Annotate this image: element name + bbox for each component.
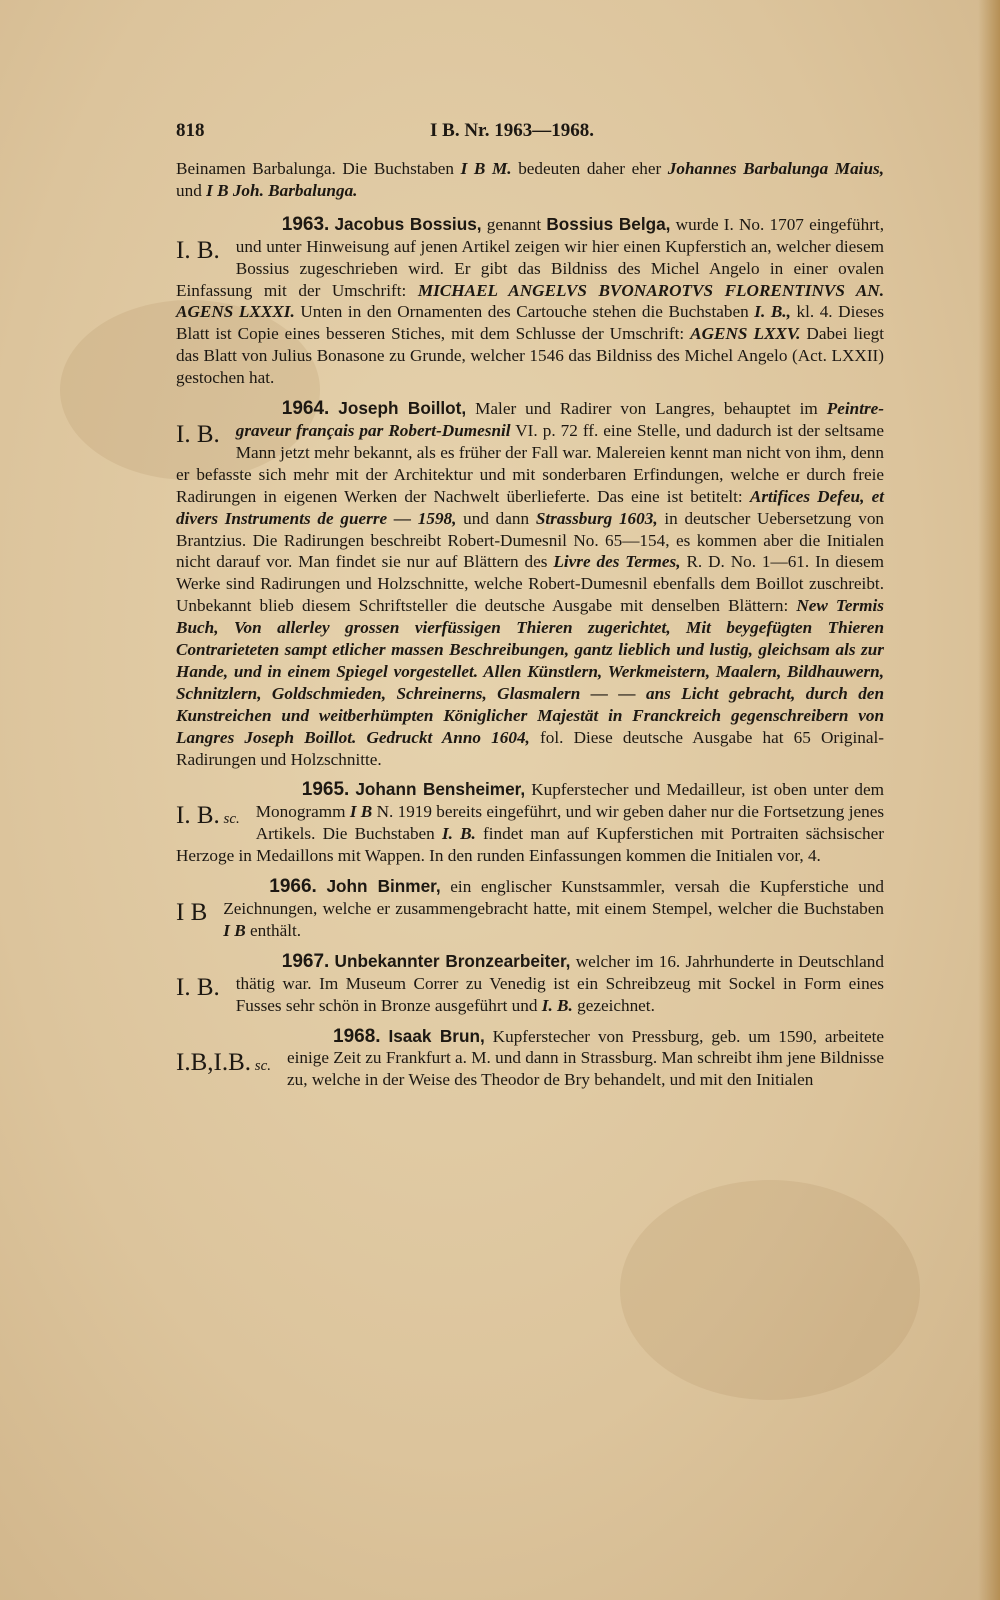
entry-number: 1967. [281, 950, 330, 972]
intro-italic: Johannes Barbalunga Maius, [667, 159, 884, 178]
entry-text: enthält. [245, 920, 302, 940]
entry-number: 1968. [333, 1025, 381, 1047]
entry-number: 1964. [281, 398, 330, 420]
entry-text: gezeichnet. [572, 995, 655, 1015]
entry-text: VI. p. 72 ff. eine Stelle, und dadurch ist der seltsame Mann jetzt mehr bekannt, als es früher der Fall war. Malereien kennt man nicht von ihm, denn er befasste sich mehr mit der Architektur und mit sonderbaren Erfindungen, welche er durch freie Radirungen in eigenen Werken der Nachwelt überlieferte. Das eine ist betitelt: [176, 420, 884, 506]
entries-list [176, 214, 884, 1091]
entry-italic: I. B. [441, 824, 476, 844]
entry-monogram: I B [176, 899, 208, 927]
entry-text: Unten in den Ornamenten des Cartouche stehen die Buchstaben [294, 302, 755, 322]
entry-title-italic: Livre des Termes, [553, 552, 681, 572]
entry-monogram-suffix: sc. [251, 1057, 271, 1074]
entry-title-italic: Artifices Defeu, et divers Instruments de guerre — 1598, [176, 486, 884, 528]
entry-1965 [176, 779, 884, 867]
entry-title-italic: Peintre-graveur français par Robert-Dumesnil [235, 399, 885, 440]
intro-text: Beinamen Barbalunga. Die Buchstaben [176, 159, 461, 178]
text-block [176, 120, 884, 1100]
entry-monogram: I. B. [176, 421, 220, 449]
intro-text: bedeuten daher eher [511, 159, 668, 178]
page-edge-shadow [978, 0, 1000, 1600]
entry-title-italic: Strassburg 1603, [535, 508, 658, 528]
entry-text: Kupferstecher und Medailleur, ist oben unter dem Monogramm [255, 780, 885, 822]
entry-name: Jacobus Bossius, [334, 213, 482, 234]
entry-title-italic: AGENS LXXV. [690, 324, 801, 344]
intro-italic: I B M. [460, 159, 512, 178]
entry-text: kl. 4. Dieses Blatt ist Copie eines besseren Stiches, mit dem Schlusse der Umschrift: [176, 302, 885, 344]
entry-monogram-suffix: sc. [219, 811, 240, 828]
entry-monogram: I. B. sc. [176, 802, 240, 830]
entry-number: 1963. [281, 213, 330, 235]
entry-text: R. D. No. 1—61. In diesem Werke sind Radirungen und Holzschnitte, welche Robert-Dumesnil ebenfalls dem Boillot zuschreibt. Unbekannt blieb diesem Schriftsteller die deutsche Ausgabe mit denselben Blättern: [176, 552, 885, 616]
entry-name: John Binmer, [326, 876, 441, 897]
paper-stain [620, 1180, 920, 1400]
entry-italic: I. B., [754, 302, 791, 322]
entry-text: Maler und Radirer von Langres, behauptet im [466, 399, 827, 419]
entry-monogram: I. B. [176, 236, 220, 264]
entry-text: Kupferstecher von Pressburg, geb. um 1590, arbeitete einige Zeit zu Frankfurt a. M. und dann in Strassburg. Man schreibt ihm jene Bildnisse zu, welche in der Weise des Theodor de Bry behandelt, und mit den Initialen [287, 1026, 885, 1090]
entry-monogram: I.B,I.B. sc. [176, 1048, 271, 1076]
entry-italic: I B [349, 802, 373, 822]
entry-text: in deutscher Uebersetzung von Brantzius. Die Radirungen beschreibt Robert-Dumesnil No. 65—154, es kommen aber die Initialen nicht darauf vor. Man findet sie nur auf Blättern des [176, 508, 885, 572]
entry-1967 [176, 951, 884, 1017]
entry-name: Joseph Boillot, [338, 398, 467, 419]
intro-paragraph [176, 158, 884, 202]
entry-name: Unbekannter Bronzearbeiter, [334, 950, 571, 971]
entry-text: N. 1919 bereits eingeführt, und wir geben daher nur die Fortsetzung jenes Artikels. Die Buchstaben [255, 802, 885, 844]
entry-1966 [176, 876, 884, 942]
running-head [176, 120, 884, 154]
entry-name: Johann Bensheimer, [355, 779, 526, 800]
page-number: 818 [176, 120, 205, 141]
entry-text: fol. Diese deutsche Ausgabe hat 65 Original-Radirungen und Holzschnitte. [176, 727, 885, 769]
entry-title-italic: New Termis Buch, Von allerley grossen vierfüssigen Thieren zugerichtet, Mit beygefügten Thieren Contrarieteten sampt etlicher massen Beschreibungen, gantz lieblich und lustig, gleichsam als zur Hande, und in einem Spiegel vorgestellet. Allen Künstlern, Werkmeistern, Maalern, Bildhauwern, Schnitzlern, Goldschmieden, Schreinerns, Glasmalern — — ans Licht gebracht, durch den Kunstreichen und weitberhümpten Königlicher Majestät in Franckreich gegenschreibern von Langres Joseph Boillot. Gedruckt Anno 1604, [176, 596, 885, 747]
entry-text: findet man auf Kupferstichen mit Portraiten sächsischer Herzoge in Medaillons mit Wappen. In den runden Einfassungen kommen die Initialen vor, 4. [176, 824, 884, 866]
entry-1964 [176, 398, 884, 770]
intro-text: und [176, 180, 207, 200]
entry-text: wurde I. No. 1707 eingeführt, und unter Hinweisung auf jenen Artikel zeigen wir hier einen Kupferstich an, welcher diesem Bossius zugeschrieben wird. Er gibt das Bildniss des Michel Angelo in einer ovalen Einfassung mit der Umschrift: [176, 214, 885, 300]
entry-number: 1966. [269, 876, 317, 898]
entry-monogram: I. B. [176, 973, 220, 1001]
entry-1963 [176, 214, 884, 389]
entry-italic: I B [223, 920, 246, 940]
intro-italic: I B Joh. Barbalunga. [206, 180, 358, 200]
entry-text: genannt [481, 214, 547, 234]
entry-name: Isaak Brun, [388, 1025, 485, 1046]
page-body [176, 158, 884, 1091]
entry-bold-text: Bossius Belga, [546, 213, 671, 234]
entry-number: 1965. [301, 779, 350, 801]
entry-text: Dabei liegt das Blatt von Julius Bonasone zu Grunde, welcher 1546 das Bildniss des Michel Angelo (Act. LXXII) gestochen hat. [176, 324, 884, 388]
entry-text: ein englischer Kunstsammler, versah die Kupferstiche und Zeichnungen, welche er zusammengebracht hatte, mit einem Stempel, welcher die Buchstaben [223, 877, 885, 918]
entry-italic: I. B. [541, 995, 573, 1015]
entry-title-italic: MICHAEL ANGELVS BVONAROTVS FLORENTINVS AN. AGENS LXXXI. [176, 280, 884, 322]
entry-1968 [176, 1026, 884, 1092]
running-title: I B. Nr. 1963—1968. [430, 120, 594, 141]
entry-text: und dann [456, 508, 536, 528]
entry-text: welcher im 16. Jahrhunderte in Deutschland thätig war. Im Museum Correr zu Venedig ist ein Schreibzeug mit Sockel in Form eines Fusses sehr schön in Bronze ausgeführt und [235, 951, 884, 1015]
